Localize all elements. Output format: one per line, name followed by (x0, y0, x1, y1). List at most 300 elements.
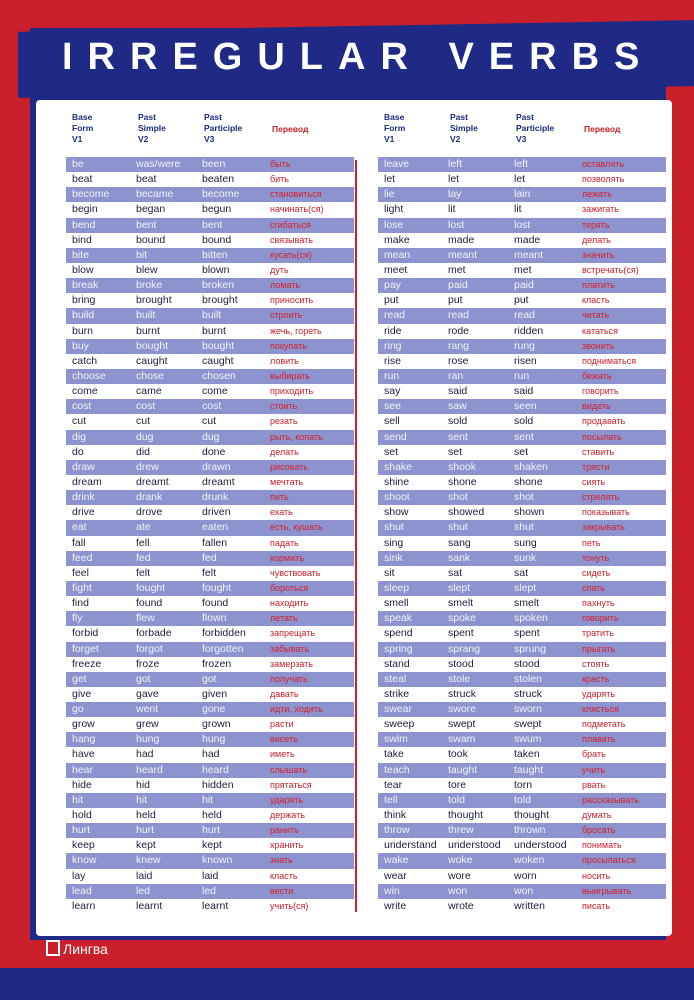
publisher-name: Лингва (63, 941, 108, 957)
verb-base-form: draw (72, 460, 95, 473)
verb-translation: оставлять (582, 159, 625, 169)
header-past-participle: Past Participle V3 (516, 112, 555, 144)
verb-past-simple: sold (448, 415, 468, 428)
verb-past-participle: gone (202, 703, 226, 716)
verb-past-simple: put (448, 294, 463, 307)
table-row (66, 430, 354, 445)
verb-past-simple: learnt (136, 899, 163, 912)
verb-base-form: shine (384, 475, 410, 488)
red-border-left (0, 0, 30, 1000)
verb-base-form: do (72, 445, 84, 458)
verb-base-form: learn (72, 899, 96, 912)
table-row (378, 414, 666, 429)
verb-base-form: fight (72, 581, 92, 594)
verb-past-simple: fell (136, 536, 150, 549)
table-row (66, 187, 354, 202)
verb-past-participle: sunk (514, 551, 537, 564)
table-row (378, 218, 666, 233)
verb-translation: пахнуть (582, 598, 615, 609)
verb-base-form: know (72, 854, 97, 867)
verb-past-simple: drove (136, 506, 163, 519)
verb-past-participle: left (514, 158, 529, 170)
verb-base-form: lay (72, 869, 86, 882)
verb-past-simple: sat (448, 566, 463, 579)
verb-base-form: tell (384, 793, 398, 806)
verb-past-participle: eaten (202, 521, 229, 534)
verb-base-form: teach (384, 763, 410, 776)
verb-past-simple: shut (448, 521, 468, 534)
verb-translation: подметать (582, 719, 626, 730)
verb-translation: быть (270, 159, 291, 169)
verb-past-participle: won (514, 884, 534, 897)
verb-base-form: strike (384, 687, 410, 700)
verb-past-simple: tore (448, 778, 467, 791)
verb-past-participle: forgotten (202, 642, 244, 655)
verb-past-participle: hurt (202, 824, 221, 837)
table-row (378, 384, 666, 399)
table-row (378, 369, 666, 384)
verb-past-participle: grown (202, 718, 231, 731)
verb-past-participle: had (202, 748, 220, 761)
header-translation: Перевод (272, 124, 309, 134)
verb-base-form: ride (384, 324, 402, 337)
table-row (66, 339, 354, 354)
verb-base-form: sell (384, 415, 400, 428)
table-row (378, 672, 666, 687)
verb-base-form: hold (72, 809, 92, 822)
table-row (66, 233, 354, 248)
verb-translation: связывать (270, 234, 313, 245)
verb-base-form: swear (384, 703, 413, 716)
verb-translation: сгибаться (270, 219, 311, 230)
verb-past-simple: woke (448, 854, 473, 867)
verb-past-simple: knew (136, 854, 161, 867)
table-row (66, 293, 354, 308)
verb-translation: резать (270, 416, 298, 427)
verb-translation: писать (582, 900, 611, 911)
verb-past-simple: bent (136, 218, 157, 231)
verb-base-form: cut (72, 415, 87, 428)
verb-translation: знать (270, 855, 293, 866)
verb-base-form: sweep (384, 718, 415, 731)
verb-past-participle: found (202, 597, 229, 610)
verb-past-participle: heard (202, 763, 229, 776)
verb-past-simple: won (448, 884, 468, 897)
table-row (378, 808, 666, 823)
verb-past-participle: hit (202, 793, 214, 806)
table-row (66, 551, 354, 566)
table-row (378, 293, 666, 308)
verb-past-simple: taught (448, 763, 478, 776)
header-past-participle: Past Participle V3 (204, 112, 243, 144)
verb-translation: ставить (582, 446, 615, 457)
table-row (378, 596, 666, 611)
verb-base-form: bend (72, 218, 96, 231)
verb-past-participle: been (202, 158, 226, 170)
verb-past-participle: written (514, 899, 545, 912)
verb-translation: тратить (582, 628, 614, 639)
verb-past-simple: blew (136, 263, 158, 276)
verb-past-participle: woken (514, 854, 545, 867)
verb-translation: просыпаться (582, 855, 636, 866)
verb-past-participle: said (514, 385, 534, 398)
table-row (378, 505, 666, 520)
verb-past-participle: hidden (202, 778, 234, 791)
verb-past-simple: rang (448, 339, 470, 352)
left-verb-table (66, 112, 354, 914)
verb-translation: слышать (270, 764, 308, 775)
verb-base-form: mean (384, 248, 411, 261)
verb-translation: ломать (270, 280, 301, 291)
verb-past-participle: broken (202, 279, 235, 292)
table-row (378, 248, 666, 263)
table-row (66, 490, 354, 505)
verb-past-simple: had (136, 748, 154, 761)
verb-translation: петь (582, 537, 601, 548)
verb-base-form: be (72, 158, 84, 170)
table-row (66, 732, 354, 747)
verb-translation: делать (270, 446, 299, 457)
verb-base-form: blow (72, 263, 94, 276)
verb-past-simple: felt (136, 566, 151, 579)
verb-translation: ударять (582, 688, 616, 699)
verb-past-simple: lost (448, 218, 465, 231)
verb-translation: понимать (582, 840, 622, 851)
verb-past-simple: caught (136, 354, 168, 367)
table-row (66, 460, 354, 475)
verb-base-form: grow (72, 718, 95, 731)
table-row (378, 566, 666, 581)
table-row (378, 702, 666, 717)
verb-base-form: hear (72, 763, 94, 776)
verb-past-simple: thought (448, 809, 484, 822)
verb-translation: красть (582, 673, 610, 684)
verb-past-simple: left (448, 158, 463, 170)
verb-base-form: keep (72, 839, 95, 852)
verb-past-simple: read (448, 309, 470, 322)
table-row (378, 430, 666, 445)
table-row (378, 838, 666, 853)
verb-past-participle: given (202, 687, 228, 700)
verb-translation: терять (582, 219, 610, 230)
verb-translation: носить (582, 870, 611, 881)
verb-past-simple: bought (136, 339, 169, 352)
verb-base-form: stand (384, 657, 410, 670)
verb-translation: читать (582, 310, 610, 321)
verb-past-participle: stood (514, 657, 540, 670)
verb-translation: бросать (582, 825, 616, 836)
table-row (378, 551, 666, 566)
verb-past-simple: meant (448, 248, 478, 261)
table-row (378, 884, 666, 899)
verb-past-simple: stole (448, 672, 471, 685)
verb-past-simple: rode (448, 324, 470, 337)
verb-past-participle: stolen (514, 672, 543, 685)
verb-past-simple: fought (136, 581, 166, 594)
verb-translation: позволять (582, 174, 625, 185)
verb-past-simple: dreamt (136, 475, 169, 488)
verb-translation: идти, ходить (270, 704, 323, 715)
table-row (378, 278, 666, 293)
table-row (378, 157, 666, 172)
verb-past-participle: dug (202, 430, 220, 443)
verb-past-participle: sold (514, 415, 534, 428)
verb-past-participle: told (514, 793, 531, 806)
verb-past-participle: thrown (514, 824, 546, 837)
verb-past-participle: brought (202, 294, 238, 307)
verb-past-participle: blown (202, 263, 230, 276)
verb-past-simple: bound (136, 233, 166, 246)
verb-translation: учить (582, 764, 606, 775)
verb-past-simple: lit (448, 203, 456, 216)
verb-base-form: fly (72, 612, 83, 625)
verb-past-participle: read (514, 309, 536, 322)
verb-past-participle: chosen (202, 369, 236, 382)
verb-base-form: swim (384, 733, 408, 746)
verb-past-simple: hit (136, 793, 148, 806)
verb-translation: давать (270, 688, 299, 699)
verb-base-form: become (72, 188, 110, 201)
verb-past-participle: shown (514, 506, 545, 519)
verb-base-form: give (72, 687, 92, 700)
verb-past-participle: met (514, 263, 532, 276)
verb-translation: тонуть (582, 552, 610, 563)
verb-base-form: think (384, 809, 407, 822)
verb-translation: падать (270, 537, 299, 548)
verb-base-form: begin (72, 203, 98, 216)
verb-past-participle: felt (202, 566, 217, 579)
verb-past-simple: smelt (448, 597, 474, 610)
verb-past-simple: set (448, 445, 463, 458)
verb-translation: рыть, копать (270, 431, 323, 442)
verb-translation: класть (582, 295, 610, 306)
table-row (66, 263, 354, 278)
header-past-simple: Past Simple V2 (138, 112, 166, 144)
verb-translation: получать (270, 673, 308, 684)
verb-past-simple: was/were (136, 158, 181, 170)
verb-past-participle: fed (202, 551, 217, 564)
verb-translation: лежать (582, 189, 612, 200)
verb-past-participle: seen (514, 400, 537, 413)
verb-translation: расти (270, 719, 294, 730)
table-row (66, 869, 354, 884)
verb-translation: подниматься (582, 355, 637, 366)
verb-translation: сиять (582, 476, 606, 487)
verb-past-participle: worn (514, 869, 537, 882)
verb-past-participle: cut (202, 415, 217, 428)
verb-base-form: meet (384, 263, 408, 276)
table-row (66, 884, 354, 899)
table-row (378, 460, 666, 475)
verb-base-form: pay (384, 279, 401, 292)
verb-base-form: build (72, 309, 95, 322)
verb-past-simple: became (136, 188, 174, 201)
verb-base-form: shake (384, 460, 413, 473)
verb-base-form: show (384, 506, 409, 519)
verb-past-simple: held (136, 809, 156, 822)
verb-past-simple: kept (136, 839, 156, 852)
verb-past-simple: spoke (448, 612, 477, 625)
verb-base-form: find (72, 597, 89, 610)
verb-past-participle: swum (514, 733, 542, 746)
verb-base-form: forget (72, 642, 99, 655)
verb-past-participle: swept (514, 718, 542, 731)
verb-base-form: choose (72, 369, 106, 382)
table-row (378, 324, 666, 339)
verb-translation: приходить (270, 386, 314, 397)
table-row (378, 853, 666, 868)
verb-base-form: lie (384, 188, 395, 201)
verb-translation: думать (582, 810, 612, 821)
verb-translation: стоять (582, 658, 610, 669)
table-row (66, 505, 354, 520)
verb-past-simple: rose (448, 354, 469, 367)
verb-past-participle: struck (514, 687, 543, 700)
verb-base-form: fall (72, 536, 86, 549)
verb-past-simple: cut (136, 415, 151, 428)
verb-past-participle: set (514, 445, 529, 458)
verb-translation: держать (270, 810, 305, 821)
verb-translation: хранить (270, 840, 304, 851)
verb-base-form: bite (72, 248, 89, 261)
table-row (66, 642, 354, 657)
verb-translation: ударять (270, 794, 304, 805)
table-row (378, 823, 666, 838)
right-table-header (378, 112, 666, 157)
verb-past-participle: got (202, 672, 217, 685)
verb-past-participle: rung (514, 339, 536, 352)
verb-past-simple: slept (448, 581, 471, 594)
verb-past-participle: risen (514, 354, 537, 367)
verb-base-form: let (384, 173, 396, 186)
verb-past-participle: shot (514, 491, 534, 504)
verb-base-form: bring (72, 294, 96, 307)
verb-translation: рассказывать (582, 794, 639, 805)
verb-translation: строить (270, 310, 303, 321)
verb-translation: бежать (582, 370, 612, 381)
verb-translation: замерзать (270, 658, 313, 669)
verb-past-simple: made (448, 233, 475, 246)
verb-translation: кусать(ся) (270, 249, 312, 260)
verb-base-form: take (384, 748, 404, 761)
verb-base-form: speak (384, 612, 413, 625)
table-row (66, 354, 354, 369)
verb-translation: трясти (582, 461, 610, 472)
verb-translation: платить (582, 280, 615, 291)
verb-base-form: feed (72, 551, 93, 564)
table-row (66, 308, 354, 323)
table-row (378, 763, 666, 778)
verb-past-simple: wore (448, 869, 471, 882)
verb-past-simple: swam (448, 733, 476, 746)
verb-base-form: lead (72, 884, 92, 897)
verb-past-participle: understood (514, 839, 567, 852)
table-row (66, 414, 354, 429)
verb-translation: делать (582, 234, 611, 245)
verb-past-participle: done (202, 445, 226, 458)
table-row (378, 717, 666, 732)
verb-past-participle: come (202, 385, 228, 398)
verb-translation: находить (270, 598, 309, 609)
verb-past-participle: ridden (514, 324, 544, 337)
verb-translation: продавать (582, 416, 626, 427)
verb-past-simple: swore (448, 703, 477, 716)
table-row (378, 793, 666, 808)
verb-base-form: win (384, 884, 400, 897)
verb-past-participle: meant (514, 248, 544, 261)
verb-translation: прятаться (270, 779, 312, 790)
verb-translation: дуть (270, 264, 289, 275)
verb-translation: летать (270, 613, 298, 624)
verb-past-participle: let (514, 173, 526, 186)
verb-translation: вести (270, 885, 294, 896)
verb-base-form: burn (72, 324, 94, 337)
verb-base-form: freeze (72, 657, 102, 670)
table-row (66, 899, 354, 914)
verb-translation: выбирать (270, 370, 311, 381)
table-row (66, 157, 354, 172)
verb-past-simple: got (136, 672, 151, 685)
verb-translation: сидеть (582, 567, 611, 578)
verb-translation: спать (582, 582, 605, 593)
verb-past-simple: hung (136, 733, 160, 746)
table-row (66, 248, 354, 263)
table-row (66, 278, 354, 293)
table-row (378, 747, 666, 762)
verb-past-participle: bitten (202, 248, 228, 261)
verb-translation: ловить (270, 355, 299, 366)
verb-translation: стоить (270, 401, 298, 412)
verb-past-participle: bound (202, 233, 232, 246)
verb-base-form: forbid (72, 627, 99, 640)
header-base-form: Base Form V1 (72, 112, 94, 144)
verb-past-simple: found (136, 597, 163, 610)
verb-base-form: hit (72, 793, 84, 806)
verb-base-form: eat (72, 521, 87, 534)
verb-translation: плавать (582, 734, 616, 745)
table-row (66, 778, 354, 793)
verb-past-simple: hurt (136, 824, 155, 837)
table-row (66, 657, 354, 672)
table-row (66, 581, 354, 596)
verb-translation: выигрывать (582, 885, 632, 896)
verb-base-form: tear (384, 778, 403, 791)
verb-past-participle: shut (514, 521, 534, 534)
table-row (378, 202, 666, 217)
verb-base-form: come (72, 385, 98, 398)
verb-past-simple: forbade (136, 627, 172, 640)
verb-translation: видеть (582, 401, 611, 412)
verb-past-participle: beaten (202, 173, 235, 186)
table-row (66, 793, 354, 808)
verb-past-participle: shaken (514, 460, 548, 473)
table-row (378, 611, 666, 626)
verb-translation: показывать (582, 507, 630, 518)
verb-translation: говорить (582, 386, 619, 397)
verb-base-form: wake (384, 854, 409, 867)
verb-translation: ехать (270, 507, 293, 518)
verb-base-form: rise (384, 354, 401, 367)
verb-past-participle: hung (202, 733, 226, 746)
verb-past-simple: wrote (448, 899, 474, 912)
table-row (378, 354, 666, 369)
table-row (66, 763, 354, 778)
verb-past-participle: lit (514, 203, 522, 216)
verb-past-simple: did (136, 445, 151, 458)
table-row (66, 202, 354, 217)
verb-past-simple: took (448, 748, 468, 761)
table-row (66, 823, 354, 838)
